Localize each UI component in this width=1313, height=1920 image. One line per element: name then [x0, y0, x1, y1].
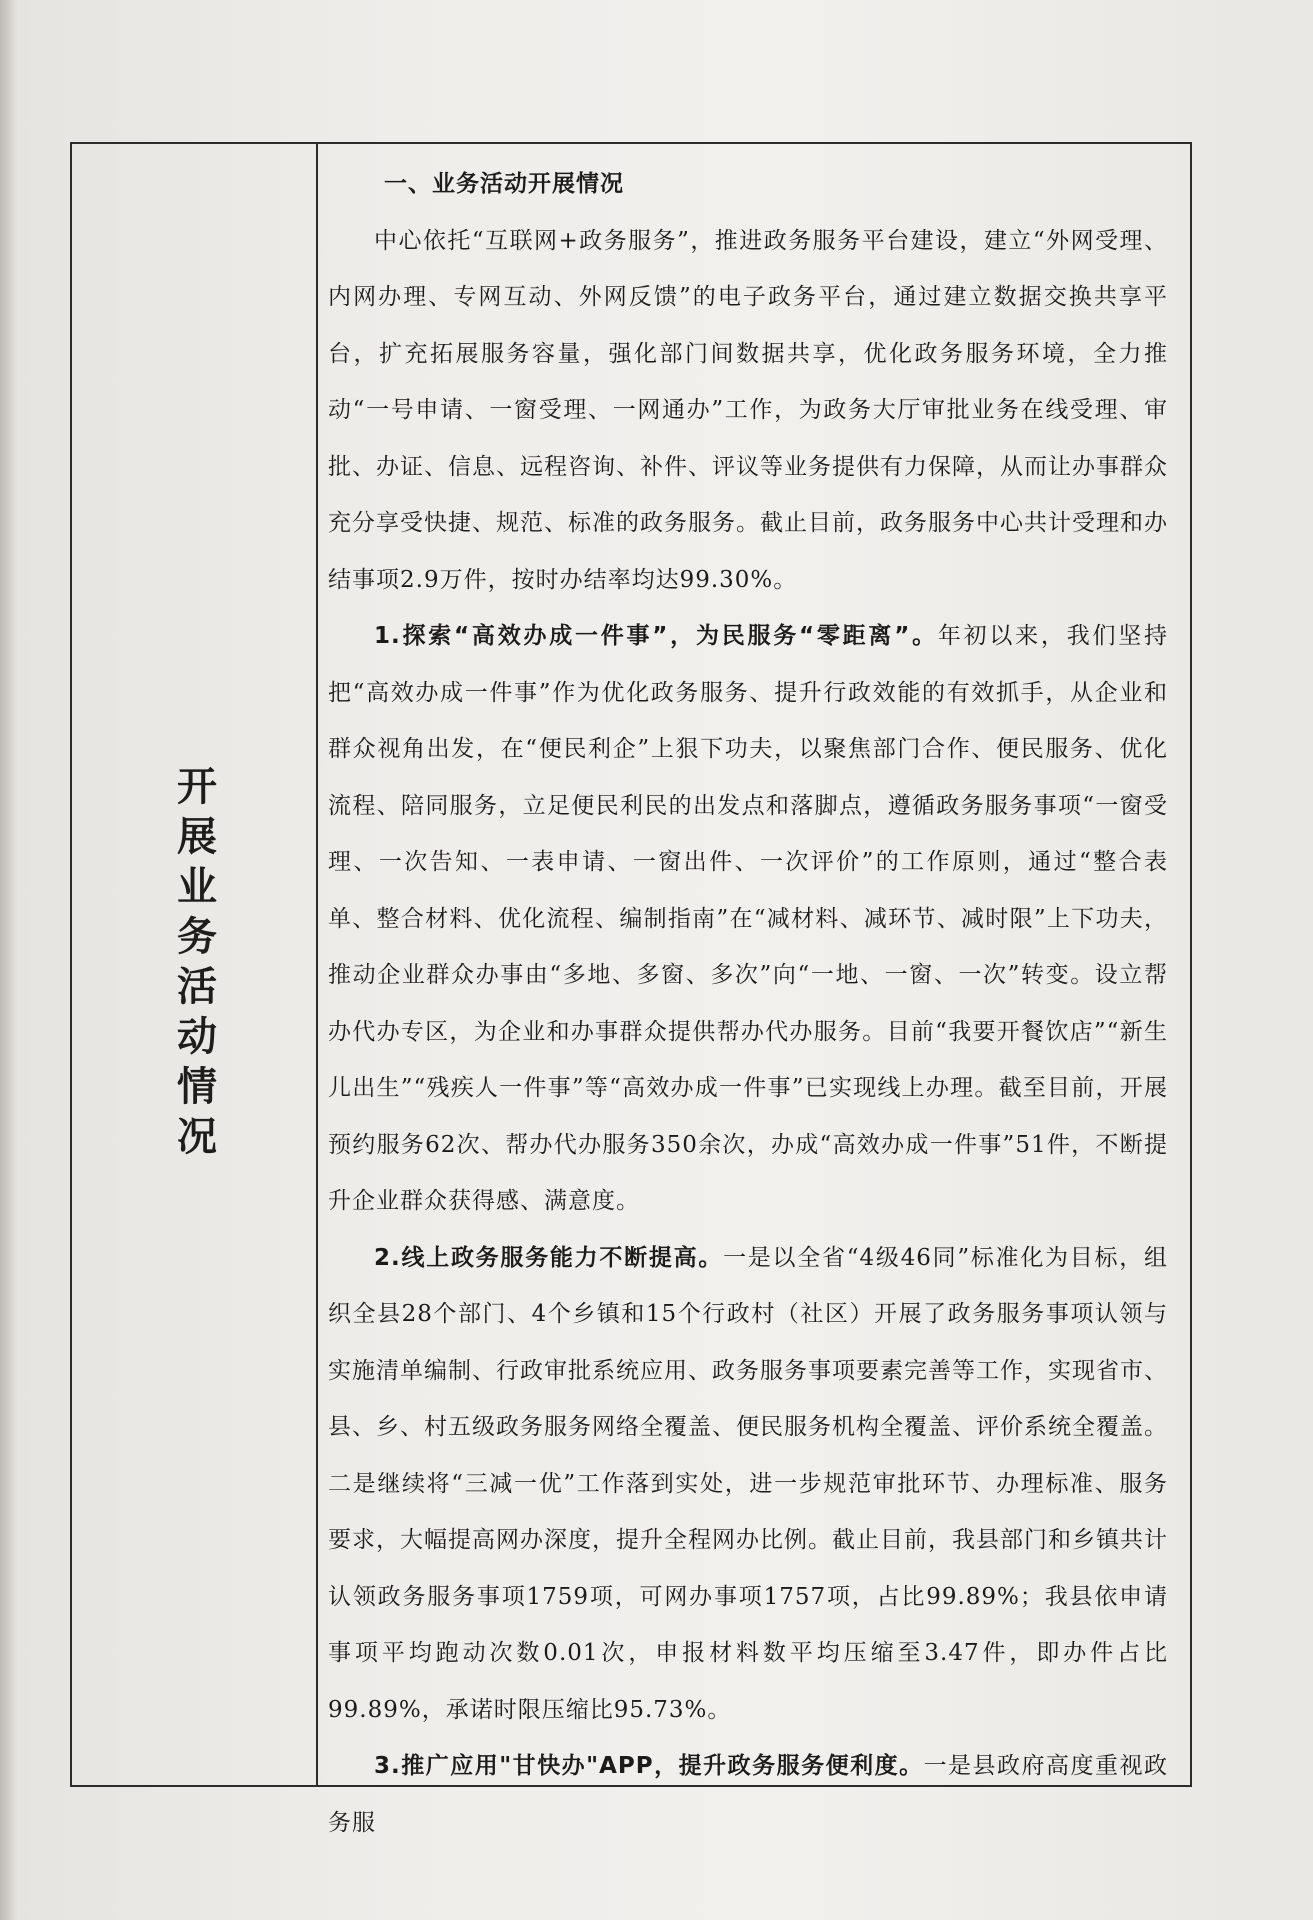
paragraph-text: 一是县政府高度重视政务服 [328, 1753, 1168, 1836]
paragraph-lead: 3.推广应用"甘快办"APP，提升政务服务便利度。 [374, 1753, 924, 1779]
paragraph-item-2 [328, 1230, 1168, 1739]
paragraph-item-3 [328, 1738, 1168, 1851]
paragraph-lead: 1.探索“高效办成一件事”，为民服务“零距离”。 [374, 623, 938, 649]
column-divider [316, 144, 318, 1785]
paragraph-intro [328, 213, 1168, 609]
paragraph-text: 中心依托“互联网+政务服务”，推进政务服务平台建设，建立“外网受理、内网办理、专网互动、外网反馈”的电子政务平台，通过建立数据交换共享平台，扩充拓展服务容量，强化部门间数据共享，优化政务服务环境，全力推动“一号申请、一窗受理、一网通办”工作，为政务大厅审批业务在线受理、审批、办证、信息、远程咨询、补件、评议等业务提供有力保障，从而让办事群众充分享受快捷、规范、标准的政务服务。截止目前，政务服务中心共计受理和办结事项2.9万件，按时办结率均达99.30%。 [328, 227, 1168, 593]
paragraph-text: 年初以来，我们坚持把“高效办成一件事”作为优化政务服务、提升行政效能的有效抓手，从企业和群众视角出发，在“便民利企”上狠下功夫，以聚焦部门合作、便民服务、优化流程、陪同服务，立足便民利民的出发点和落脚点，遵循政务服务事项“一窗受理、一次告知、一表申请、一窗出件、一次评价”的工作原则，通过“整合表单、整合材料、优化流程、编制指南”在“减材料、减环节、减时限”上下功夫，推动企业群众办事由“多地、多窗、多次”向“一地、一窗、一次”转变。设立帮办代办专区，为企业和办事群众提供帮办代办服务。目前“我要开餐饮店”“新生儿出生”“残疾人一件事”等“高效办成一件事”已实现线上办理。截至目前，开展预约服务62次、帮办代办服务350余次，办成“高效办成一件事”51件，不断提升企业群众获得感、满意度。 [328, 623, 1168, 1214]
row-label: 开展业务活动情况 [170, 764, 217, 1165]
paragraph-lead: 2.线上政务服务能力不断提高。 [374, 1244, 724, 1271]
row-label-cell [72, 144, 316, 1785]
paragraph-item-1 [328, 608, 1168, 1230]
report-table [70, 142, 1192, 1836]
section-heading: 一、业务活动开展情况 [384, 171, 624, 197]
paragraph-text: 一是以全省“4级46同”标准化为目标，组织全县28个部门、4个乡镇和15个行政村（社区）开展了政务服务事项认领与实施清单编制、行政审批系统应用、政务服务事项要素完善等工作，实现省市、县、乡、村五级政务服务网络全覆盖、便民服务机构全覆盖、评价系统全覆盖。二是继续将“三减一优”工作落到实处，进一步规范审批环节、办理标准、服务要求，大幅提高网办深度，提升全程网办比例。截止目前，我县部门和乡镇共计认领政务服务事项1759项，可网办事项1757项，占比99.89%；我县依申请事项平均跑动次数0.01次，申报材料数平均压缩至3.47件，即办件占比99.89%，承诺时限压缩比95.73%。 [328, 1244, 1168, 1723]
content-cell [328, 144, 1168, 1851]
